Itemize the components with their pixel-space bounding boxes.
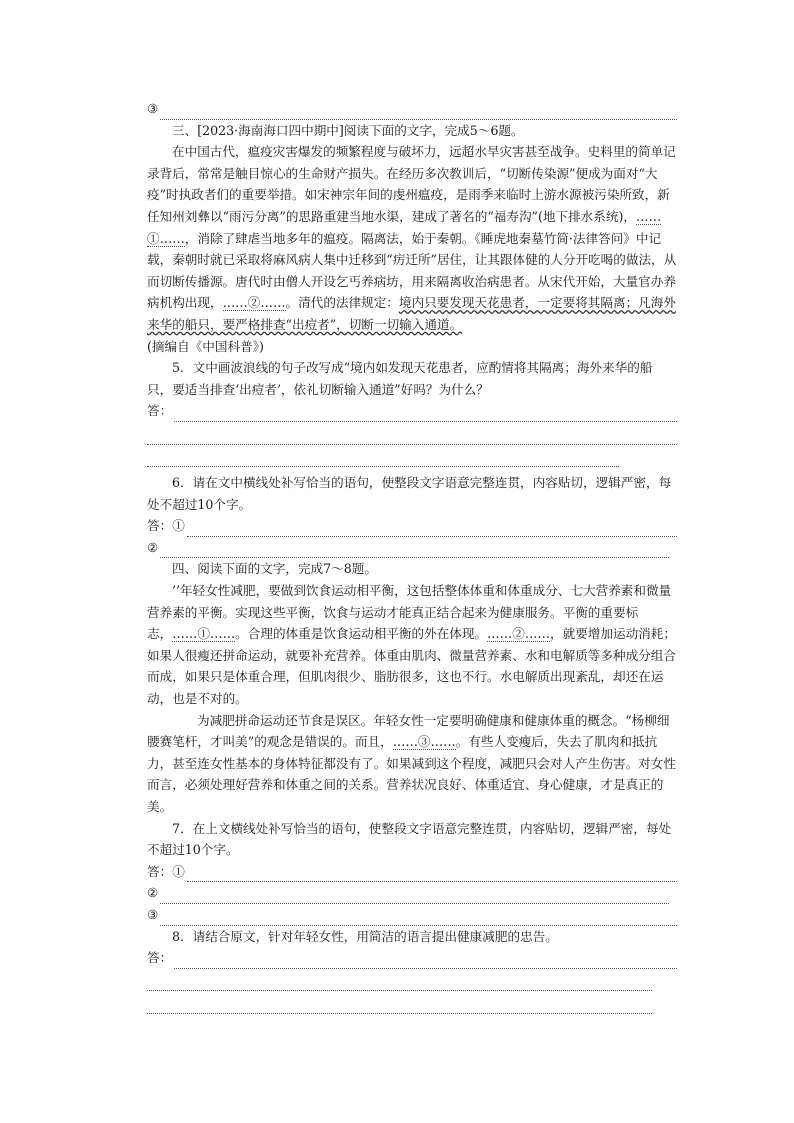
- answer-line: [147, 947, 677, 969]
- answer-line: [147, 400, 677, 422]
- section-3-heading: 三、[2023·海南海口四中期中]阅读下面的文字，完成5～6题。: [172, 122, 524, 138]
- passage-text: 。有些人变瘦后，失去了肌肉和抵抗力，甚至连女性基本的身体特征都没有了。如果减到这个程度，减肥只会对人产生伤害。对女性而言，必须处理好营养和体重之间的关系。营养状况良好、体重适宜、身心健康，才是真正的美。: [147, 734, 676, 814]
- answer-label: 答：①: [147, 518, 185, 534]
- answer-dotted-line: [160, 911, 677, 926]
- passage-text: ’’年轻女性减肥，要做到饮食运动相平衡，这包括整体体重和体重成分、七大营养素和微量营养素的平衡。实现这些平衡，饮食与运动才能真正结合起来为健康服务。平衡的重要标志，: [147, 583, 672, 642]
- answer-dotted-line: [187, 867, 677, 882]
- answer-line: [147, 861, 677, 883]
- passage-text: ，消除了肆虐当地多年的瘟疫。隔离法，始于秦朝。《睡虎地秦墓竹简·法律答问》中记载，秦朝时就已采取将麻风病人集中迁移到“疠迁所”居住，让其跟体健的人分开吃喝的做法，从而切断传播源。唐代时由僧人开设乞丐养病坊，用来隔离收治病患者。从宋代开始，大量官办养病机构出现，: [147, 230, 677, 311]
- passage-text: 为减肥拼命运动还节食是误区。年轻女性一定要明确健康和健康体重的概念。“杨柳细腰赛笔杆，才叫美”的观念是错误的。而且，: [147, 712, 670, 750]
- answer-label: ③: [147, 906, 159, 922]
- answer-dotted-line: [174, 407, 677, 422]
- answer-label: ③: [147, 101, 159, 116]
- answer-dotted-line: [160, 889, 669, 904]
- answer-dotted-line: [147, 430, 677, 445]
- answer-line: [147, 515, 677, 537]
- fill-blank-2: ……②……: [222, 295, 286, 311]
- answer-dotted-line: [174, 954, 677, 969]
- question-8: 8．请结合原文，针对年轻女性，用简洁的语言提出健康减肥的忠告。: [172, 928, 558, 944]
- answer-dotted-line: [160, 105, 677, 120]
- passage-text: 。清代的法律规定：: [285, 295, 399, 311]
- answer-dotted-line: [147, 999, 652, 1014]
- answer-dotted-line: [160, 543, 669, 558]
- answer-label: ②: [147, 885, 159, 901]
- fill-blank-1: ……①……: [172, 626, 236, 642]
- answer-label: 答：①: [147, 863, 185, 879]
- answer-line: [147, 537, 677, 559]
- section-4-passage-1: [147, 580, 677, 710]
- section-3-passage: [147, 141, 677, 335]
- wavy-underlined-sentence: 境内只要发现天花患者，一定要将其隔离；凡海外来华的船只，要严格排查“出痘者”，切断一切输入通道。: [147, 295, 676, 332]
- answer-label: 答：: [147, 950, 173, 966]
- answer-line-3: [147, 98, 677, 120]
- question-5: 5．文中画波浪线的句子改写成“境内如发现天花患者，应酌情将其隔离；海外来华的船只，要适当排查‘出痘者’，依礼切断输入通道”好吗？为什么？: [147, 360, 653, 397]
- question-6: 6．请在文中横线处补写恰当的语句，使整段文字语意完整连贯，内容贴切，逻辑严密，每处不超过10个字。: [147, 475, 672, 512]
- section-4-passage-2: [147, 710, 677, 818]
- answer-label: ②: [147, 539, 159, 555]
- fill-blank-1: ……①……: [147, 208, 662, 246]
- section-4-heading: 四、阅读下面的文字，完成7～8题。: [172, 561, 377, 577]
- answer-dotted-line: [147, 452, 619, 467]
- fill-blank-3: ……③……: [392, 734, 456, 750]
- answer-line: [147, 904, 677, 926]
- fill-blank-2: ……②……: [487, 626, 550, 642]
- answer-line: [147, 882, 677, 904]
- passage-source: (摘编自《中国科普》): [147, 338, 264, 354]
- answer-dotted-line: [147, 976, 652, 991]
- answer-label: 答：: [147, 403, 173, 419]
- passage-text: ，就要增加运动消耗；如果人很瘦还拼命运动，就要补充营养。体重由肌肉、微量营养素、水和电解质等多种成分组合而成，如果只是体重合理，但肌肉很少、脂肪很多，这也不行。水电解质出现紊乱，却还在运动，也是不对的。: [147, 626, 676, 707]
- question-7: 7．在上文横线处补写恰当的语句，使整段文字语意完整连贯，内容贴切，逻辑严密，每处不超过10个字。: [147, 820, 672, 858]
- exam-page: [147, 98, 677, 1014]
- answer-dotted-line: [187, 522, 677, 537]
- passage-text: 。合理的体重是饮食运动相平衡的外在体现。: [235, 626, 488, 642]
- passage-text: 在中国古代，瘟疫灾害爆发的频繁程度与破坏力，远超水旱灾害甚至战争。史料里的简单记录背后，常常是触目惊心的生命财产损失。在经历多次教训后，“切断传染源”便成为面对“大疫”时执政者们的重要举措。如宋神宗年间的虔州瘟疫，是雨季来临时上游水源被污染所致，新任知州刘彝以“雨污分离”的思路重建当地水渠，建成了著名的“福寿沟”(地下排水系统)，: [147, 144, 676, 224]
